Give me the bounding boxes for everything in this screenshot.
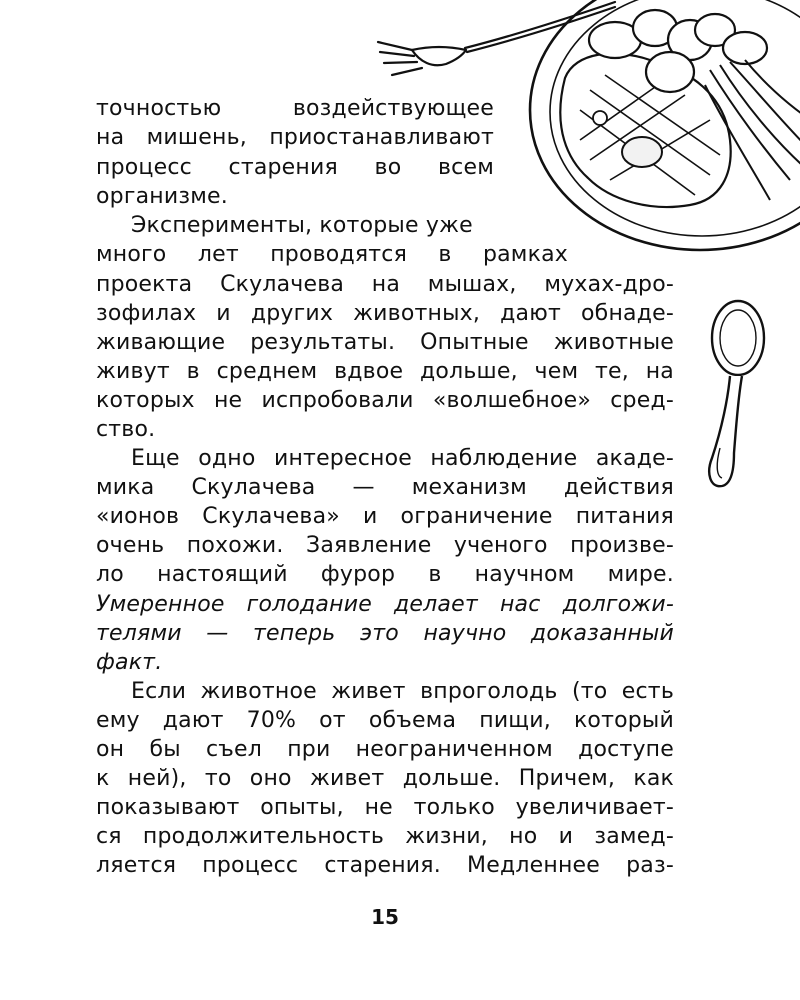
text-line: показывают опыты, не только увеличивает- [96, 795, 674, 820]
text-line: проекта Скулачева на мышах, мухах-дро- [96, 272, 674, 297]
text-line-italic: Умеренное голодание делает нас долгожи- [96, 592, 674, 617]
text-line: на мишень, приостанавливают [96, 125, 494, 150]
text-line: он бы съел при неограниченном доступе [96, 737, 674, 762]
text-line: ему дают 70% от объема пищи, который [96, 708, 674, 733]
text-line: ство. [96, 417, 156, 442]
text-line: ся продолжительность жизни, но и замед- [96, 824, 674, 849]
text-line-italic: факт. [96, 650, 163, 675]
text-line: живут в среднем вдвое дольше, чем те, на [96, 359, 674, 384]
page-number: 15 [371, 905, 399, 929]
text-line: очень похожи. Заявление ученого произве- [96, 533, 674, 558]
text-line: к ней), то оно живет дольше. Причем, как [96, 766, 674, 791]
text-line: точностью воздействующее [96, 96, 494, 121]
text-line: Эксперименты, которые уже [131, 213, 473, 238]
text-line: живающие результаты. Опытные животные [96, 330, 674, 355]
text-line: мика Скулачева — механизм действия [96, 475, 674, 500]
text-line: Если животное живет впроголодь (то есть [131, 679, 674, 704]
text-line-italic: телями — теперь это научно доказанный [96, 621, 674, 646]
text-line: которых не испробовали «волшебное» сред- [96, 388, 674, 413]
text-line: зофилах и других животных, дают обнаде- [96, 301, 674, 326]
plate-with-steak-icon [520, 0, 800, 260]
text-line: «ионов Скулачева» и ограничение питания [96, 504, 674, 529]
spoon-icon [700, 298, 770, 498]
text-line: организме. [96, 184, 228, 209]
text-line: процесс старения во всем [96, 155, 494, 180]
text-line: много лет проводятся в рамках [96, 242, 568, 267]
text-line: ляется процесс старения. Медленнее раз- [96, 853, 674, 878]
text-line: ло настоящий фурор в научном мире. [96, 562, 674, 587]
text-line: Еще одно интересное наблюдение акаде- [131, 446, 674, 471]
